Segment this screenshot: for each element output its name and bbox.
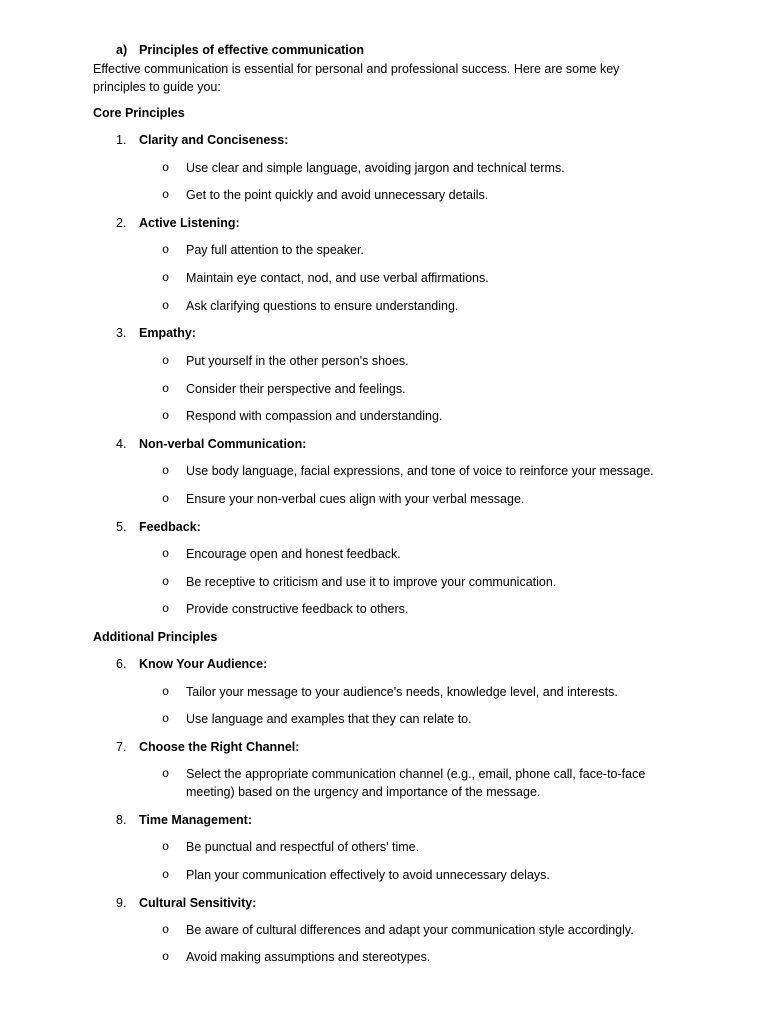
bullet-text: Respond with compassion and understanding. bbox=[186, 409, 443, 423]
bullet-text: Use body language, facial expressions, and tone of voice to reinforce your message. bbox=[186, 464, 654, 478]
bullet-text: Get to the point quickly and avoid unnecessary details. bbox=[186, 188, 489, 202]
bullet-marker: o bbox=[162, 685, 170, 699]
principle-title: Time Management: bbox=[139, 813, 252, 827]
bullet-marker: o bbox=[162, 354, 170, 368]
section-heading bbox=[116, 41, 364, 59]
bullet-marker: o bbox=[162, 161, 170, 175]
section-title-core: Core Principles bbox=[93, 106, 185, 120]
bullet-text: Ask clarifying questions to ensure understanding. bbox=[186, 299, 459, 313]
bullet-text: Use language and examples that they can relate to. bbox=[186, 712, 472, 726]
item-number: 4. bbox=[116, 437, 127, 451]
item-number: 9. bbox=[116, 896, 127, 910]
bullet-marker: o bbox=[162, 840, 170, 854]
bullet-text: Consider their perspective and feelings. bbox=[186, 382, 406, 396]
bullet-marker: o bbox=[162, 188, 170, 202]
item-number: 1. bbox=[116, 133, 127, 147]
principle-title: Non-verbal Communication: bbox=[139, 437, 307, 451]
heading-marker: a) bbox=[116, 43, 128, 57]
bullet-text: Provide constructive feedback to others. bbox=[186, 602, 409, 616]
bullet-marker: o bbox=[162, 712, 170, 726]
bullet-text: Put yourself in the other person's shoes. bbox=[186, 354, 409, 368]
bullet-marker: o bbox=[162, 492, 170, 506]
bullet-marker: o bbox=[162, 923, 170, 937]
bullet-marker: o bbox=[162, 299, 170, 313]
bullet-marker: o bbox=[162, 767, 170, 781]
bullet-marker: o bbox=[162, 575, 170, 589]
heading-text: Principles of effective communication bbox=[139, 43, 365, 57]
principle-title: Active Listening: bbox=[139, 216, 240, 230]
item-number: 8. bbox=[116, 813, 127, 827]
intro-paragraph: Effective communication is essential for personal and professional success. Here are some key principles to guide you: bbox=[93, 62, 620, 94]
principle-title: Clarity and Conciseness: bbox=[139, 133, 289, 147]
item-number: 5. bbox=[116, 520, 127, 534]
principle-title: Know Your Audience: bbox=[139, 657, 268, 671]
bullet-marker: o bbox=[162, 382, 170, 396]
item-number: 2. bbox=[116, 216, 127, 230]
bullet-text: Encourage open and honest feedback. bbox=[186, 547, 401, 561]
bullet-text: Be punctual and respectful of others' time. bbox=[186, 840, 420, 854]
bullet-marker: o bbox=[162, 271, 170, 285]
bullet-marker: o bbox=[162, 602, 170, 616]
bullet-text: Tailor your message to your audience's needs, knowledge level, and interests. bbox=[186, 685, 618, 699]
bullet-marker: o bbox=[162, 243, 170, 257]
bullet-marker: o bbox=[162, 464, 170, 478]
bullet-text: Select the appropriate communication channel (e.g., email, phone call, face-to-face meeting) based on the urgency and importance of the message. bbox=[186, 767, 646, 799]
bullet-text: Plan your communication effectively to avoid unnecessary delays. bbox=[186, 868, 550, 882]
bullet-marker: o bbox=[162, 409, 170, 423]
bullet-marker: o bbox=[162, 950, 170, 964]
bullet-marker: o bbox=[162, 547, 170, 561]
item-number: 7. bbox=[116, 740, 127, 754]
section-title-additional: Additional Principles bbox=[93, 630, 218, 644]
principle-title: Empathy: bbox=[139, 326, 196, 340]
bullet-text: Pay full attention to the speaker. bbox=[186, 243, 364, 257]
bullet-marker: o bbox=[162, 868, 170, 882]
item-number: 3. bbox=[116, 326, 127, 340]
bullet-text: Be receptive to criticism and use it to improve your communication. bbox=[186, 575, 557, 589]
bullet-text: Be aware of cultural differences and adapt your communication style accordingly. bbox=[186, 923, 634, 937]
bullet-text: Avoid making assumptions and stereotypes. bbox=[186, 950, 431, 964]
item-number: 6. bbox=[116, 657, 127, 671]
principle-title: Choose the Right Channel: bbox=[139, 740, 300, 754]
principle-title: Feedback: bbox=[139, 520, 201, 534]
bullet-text: Maintain eye contact, nod, and use verbal affirmations. bbox=[186, 271, 489, 285]
bullet-text: Use clear and simple language, avoiding jargon and technical terms. bbox=[186, 161, 565, 175]
principle-title: Cultural Sensitivity: bbox=[139, 896, 257, 910]
bullet-text: Ensure your non-verbal cues align with your verbal message. bbox=[186, 492, 525, 506]
